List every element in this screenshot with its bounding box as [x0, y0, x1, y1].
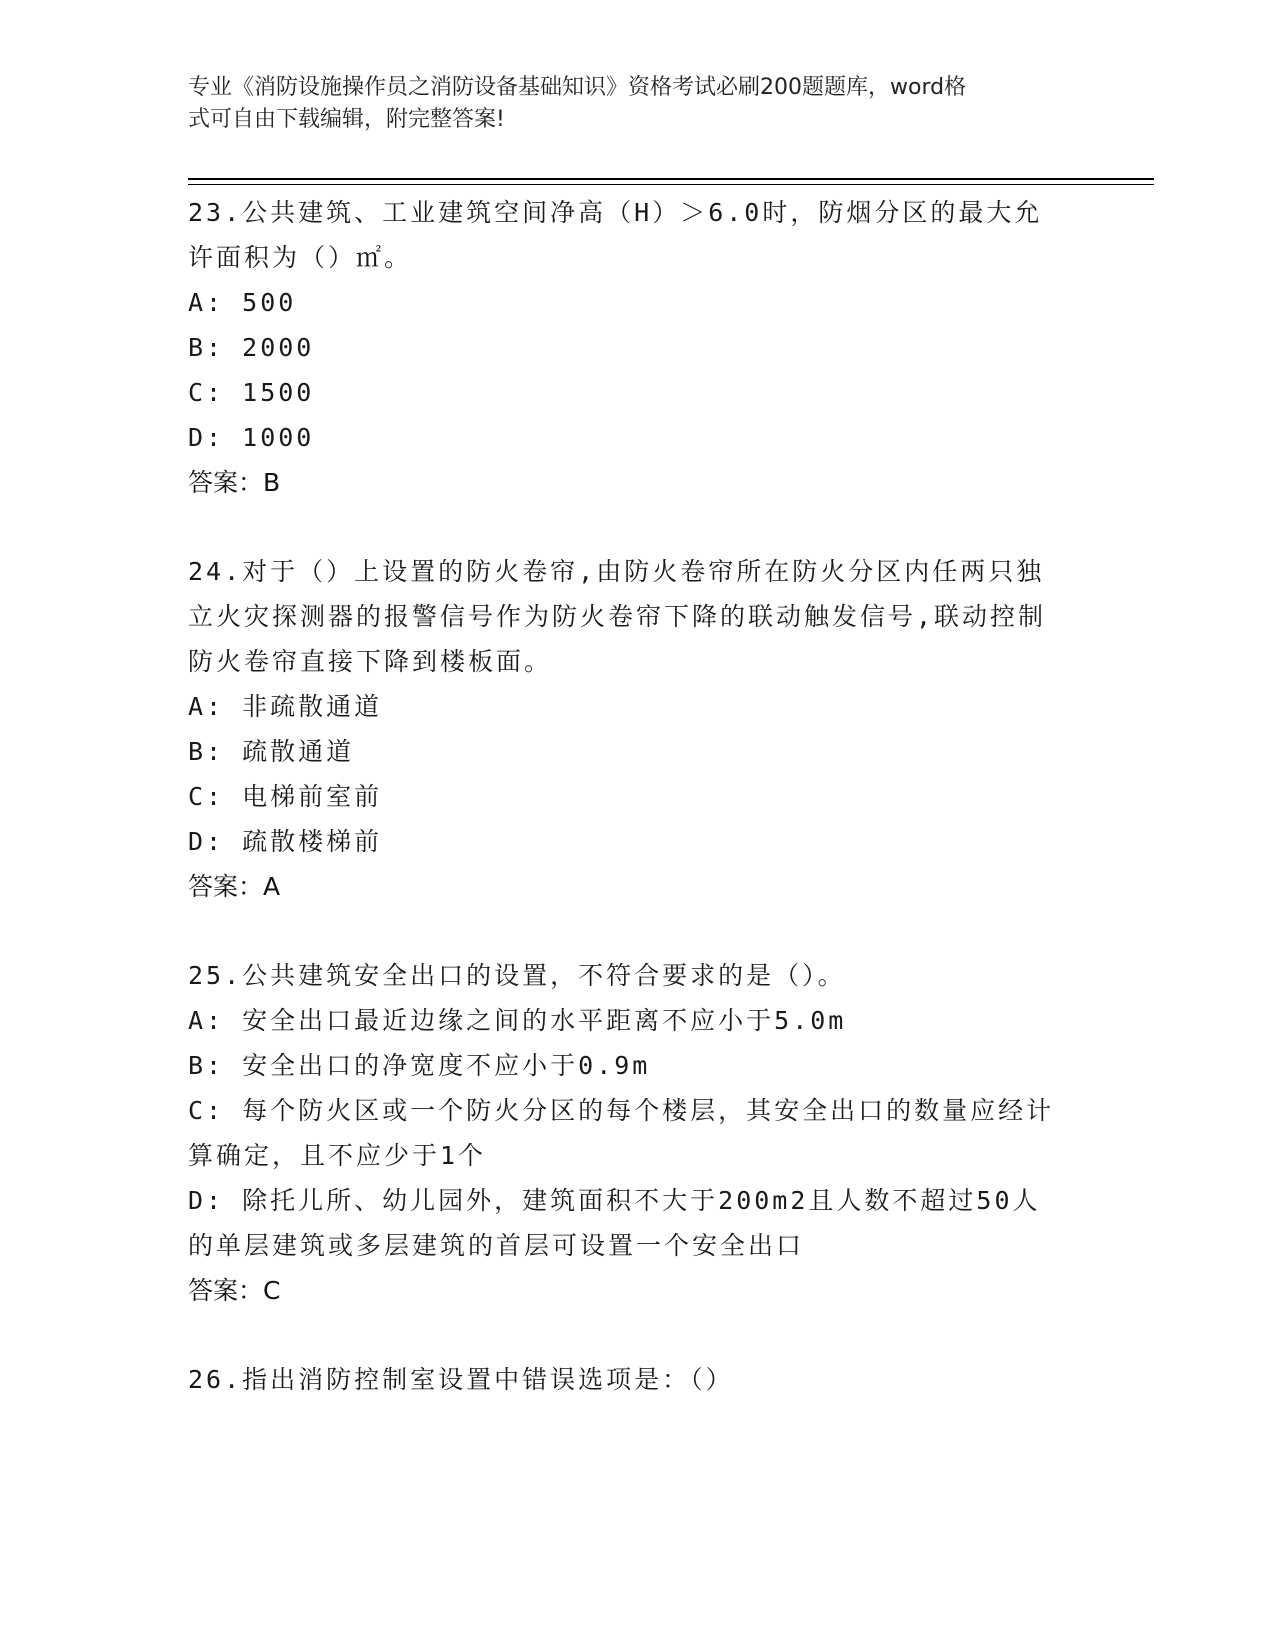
- question-text: 23.公共建筑、工业建筑空间净高（H）＞6.0时，防烟分区的最大允许面积为（）㎡。: [188, 198, 1043, 272]
- header-line-2: 式可自由下载编辑，附完整答案!: [188, 107, 505, 132]
- option-b: B: 2000: [188, 333, 315, 362]
- question-26: [188, 1357, 1088, 1402]
- option-d: D: 1000: [188, 423, 315, 452]
- option-c: C: 1500: [188, 378, 315, 407]
- document-header: [188, 72, 1068, 136]
- option-a: A: 非疏散通道: [188, 692, 383, 721]
- question-text: 24.对于（）上设置的防火卷帘,由防火卷帘所在防火分区内任两只独立火灾探测器的报警信号作为防火卷帘下降的联动触发信号,联动控制防火卷帘直接下降到楼板面。: [188, 557, 1047, 676]
- spacer: [188, 1313, 1088, 1357]
- option-d: D: 疏散楼梯前: [188, 827, 383, 856]
- answer-label: 答案：B: [188, 468, 281, 497]
- option-a: A: 500: [188, 288, 297, 317]
- option-c: C: 电梯前室前: [188, 782, 383, 811]
- option-c: C: 每个防火区或一个防火分区的每个楼层，其安全出口的数量应经计算确定，且不应少于1个: [188, 1096, 1055, 1170]
- option-a: A: 安全出口最近边缘之间的水平距离不应小于5.0m: [188, 1006, 847, 1035]
- question-text: 26.指出消防控制室设置中错误选项是：（）: [188, 1365, 734, 1394]
- header-line-1: 专业《消防设施操作员之消防设备基础知识》资格考试必刷200题题库，word格: [188, 75, 967, 100]
- question-text: 25.公共建筑安全出口的设置，不符合要求的是（）。: [188, 961, 846, 990]
- question-23: [188, 190, 1088, 505]
- option-b: B: 疏散通道: [188, 737, 355, 766]
- answer-label: 答案：A: [188, 872, 281, 901]
- question-25: [188, 953, 1088, 1313]
- header-divider-thick: [188, 178, 1154, 180]
- option-b: B: 安全出口的净宽度不应小于0.9m: [188, 1051, 651, 1080]
- question-list: [188, 190, 1088, 1402]
- option-d: D: 除托儿所、幼儿园外，建筑面积不大于200m2且人数不超过50人的单层建筑或多层建筑的首层可设置一个安全出口: [188, 1186, 1041, 1260]
- spacer: [188, 909, 1088, 953]
- answer-label: 答案：C: [188, 1276, 281, 1305]
- spacer: [188, 505, 1088, 549]
- question-24: [188, 549, 1088, 909]
- header-divider-thin: [188, 184, 1154, 185]
